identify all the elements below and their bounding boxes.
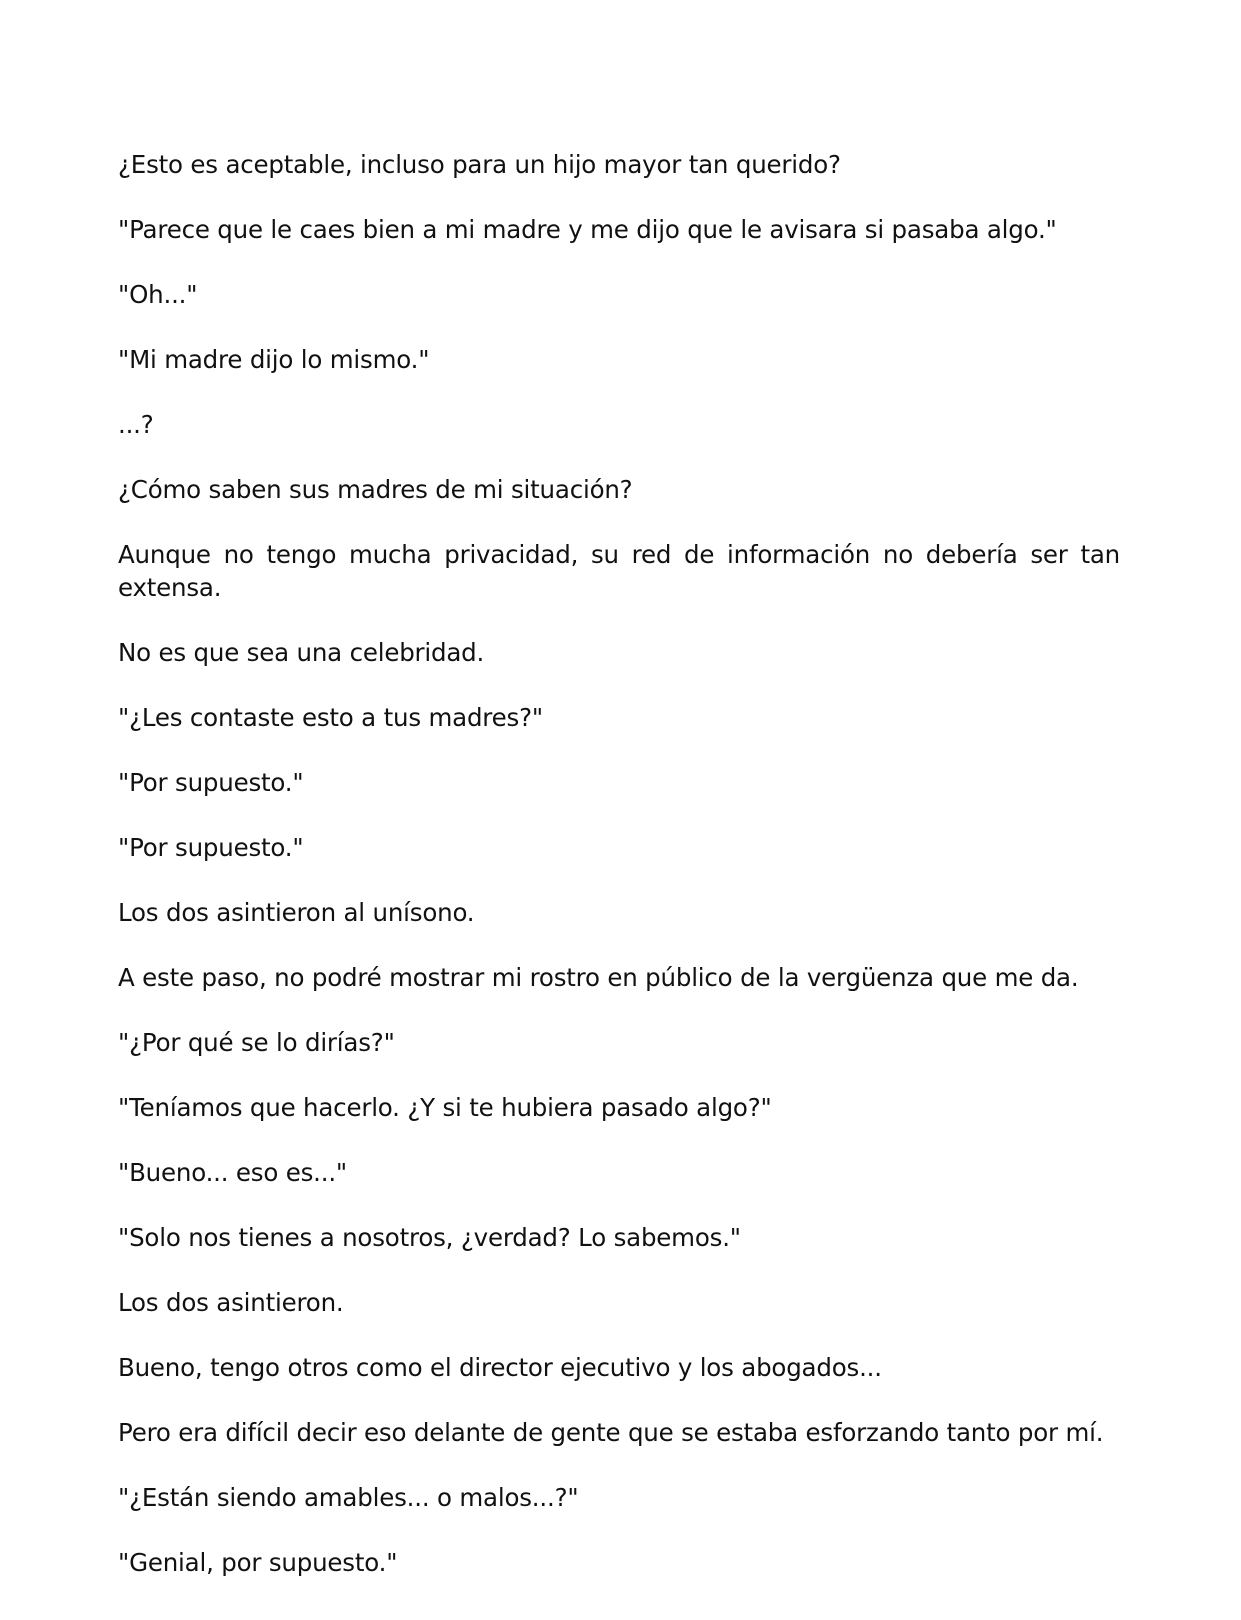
paragraph: Pero era difícil decir eso delante de gente que se estaba esforzando tanto por mí.	[118, 1418, 1104, 1447]
paragraph: "Por supuesto."	[118, 833, 304, 862]
paragraph: ¿Esto es aceptable, incluso para un hijo mayor tan querido?	[118, 150, 841, 179]
paragraph: "¿Les contaste esto a tus madres?"	[118, 703, 543, 732]
paragraph: A este paso, no podré mostrar mi rostro en público de la vergüenza que me da.	[118, 963, 1079, 992]
paragraph: Aunque no tengo mucha privacidad, su red de información no debería ser tan extensa.	[118, 540, 1120, 602]
paragraph: "¿Por qué se lo dirías?"	[118, 1028, 395, 1057]
paragraph: ...?	[118, 410, 154, 439]
paragraph: "Teníamos que hacerlo. ¿Y si te hubiera pasado algo?"	[118, 1093, 772, 1122]
paragraph: "¿Están siendo amables... o malos...?"	[118, 1483, 579, 1512]
paragraph: "Solo nos tienes a nosotros, ¿verdad? Lo sabemos."	[118, 1223, 741, 1252]
paragraph: "Genial, por supuesto."	[118, 1548, 398, 1577]
paragraph: Bueno, tengo otros como el director ejecutivo y los abogados...	[118, 1353, 882, 1382]
paragraph: "Bueno... eso es..."	[118, 1158, 348, 1187]
paragraph: No es que sea una celebridad.	[118, 638, 485, 667]
paragraph: "Mi madre dijo lo mismo."	[118, 345, 430, 374]
paragraph: Los dos asintieron al unísono.	[118, 898, 475, 927]
paragraph: Los dos asintieron.	[118, 1288, 344, 1317]
paragraph: "Parece que le caes bien a mi madre y me dijo que le avisara si pasaba algo."	[118, 215, 1057, 244]
paragraph: ¿Cómo saben sus madres de mi situación?	[118, 475, 633, 504]
document-text-body	[118, 148, 1120, 1611]
paragraph: "Por supuesto."	[118, 768, 304, 797]
paragraph: "Oh..."	[118, 280, 198, 309]
